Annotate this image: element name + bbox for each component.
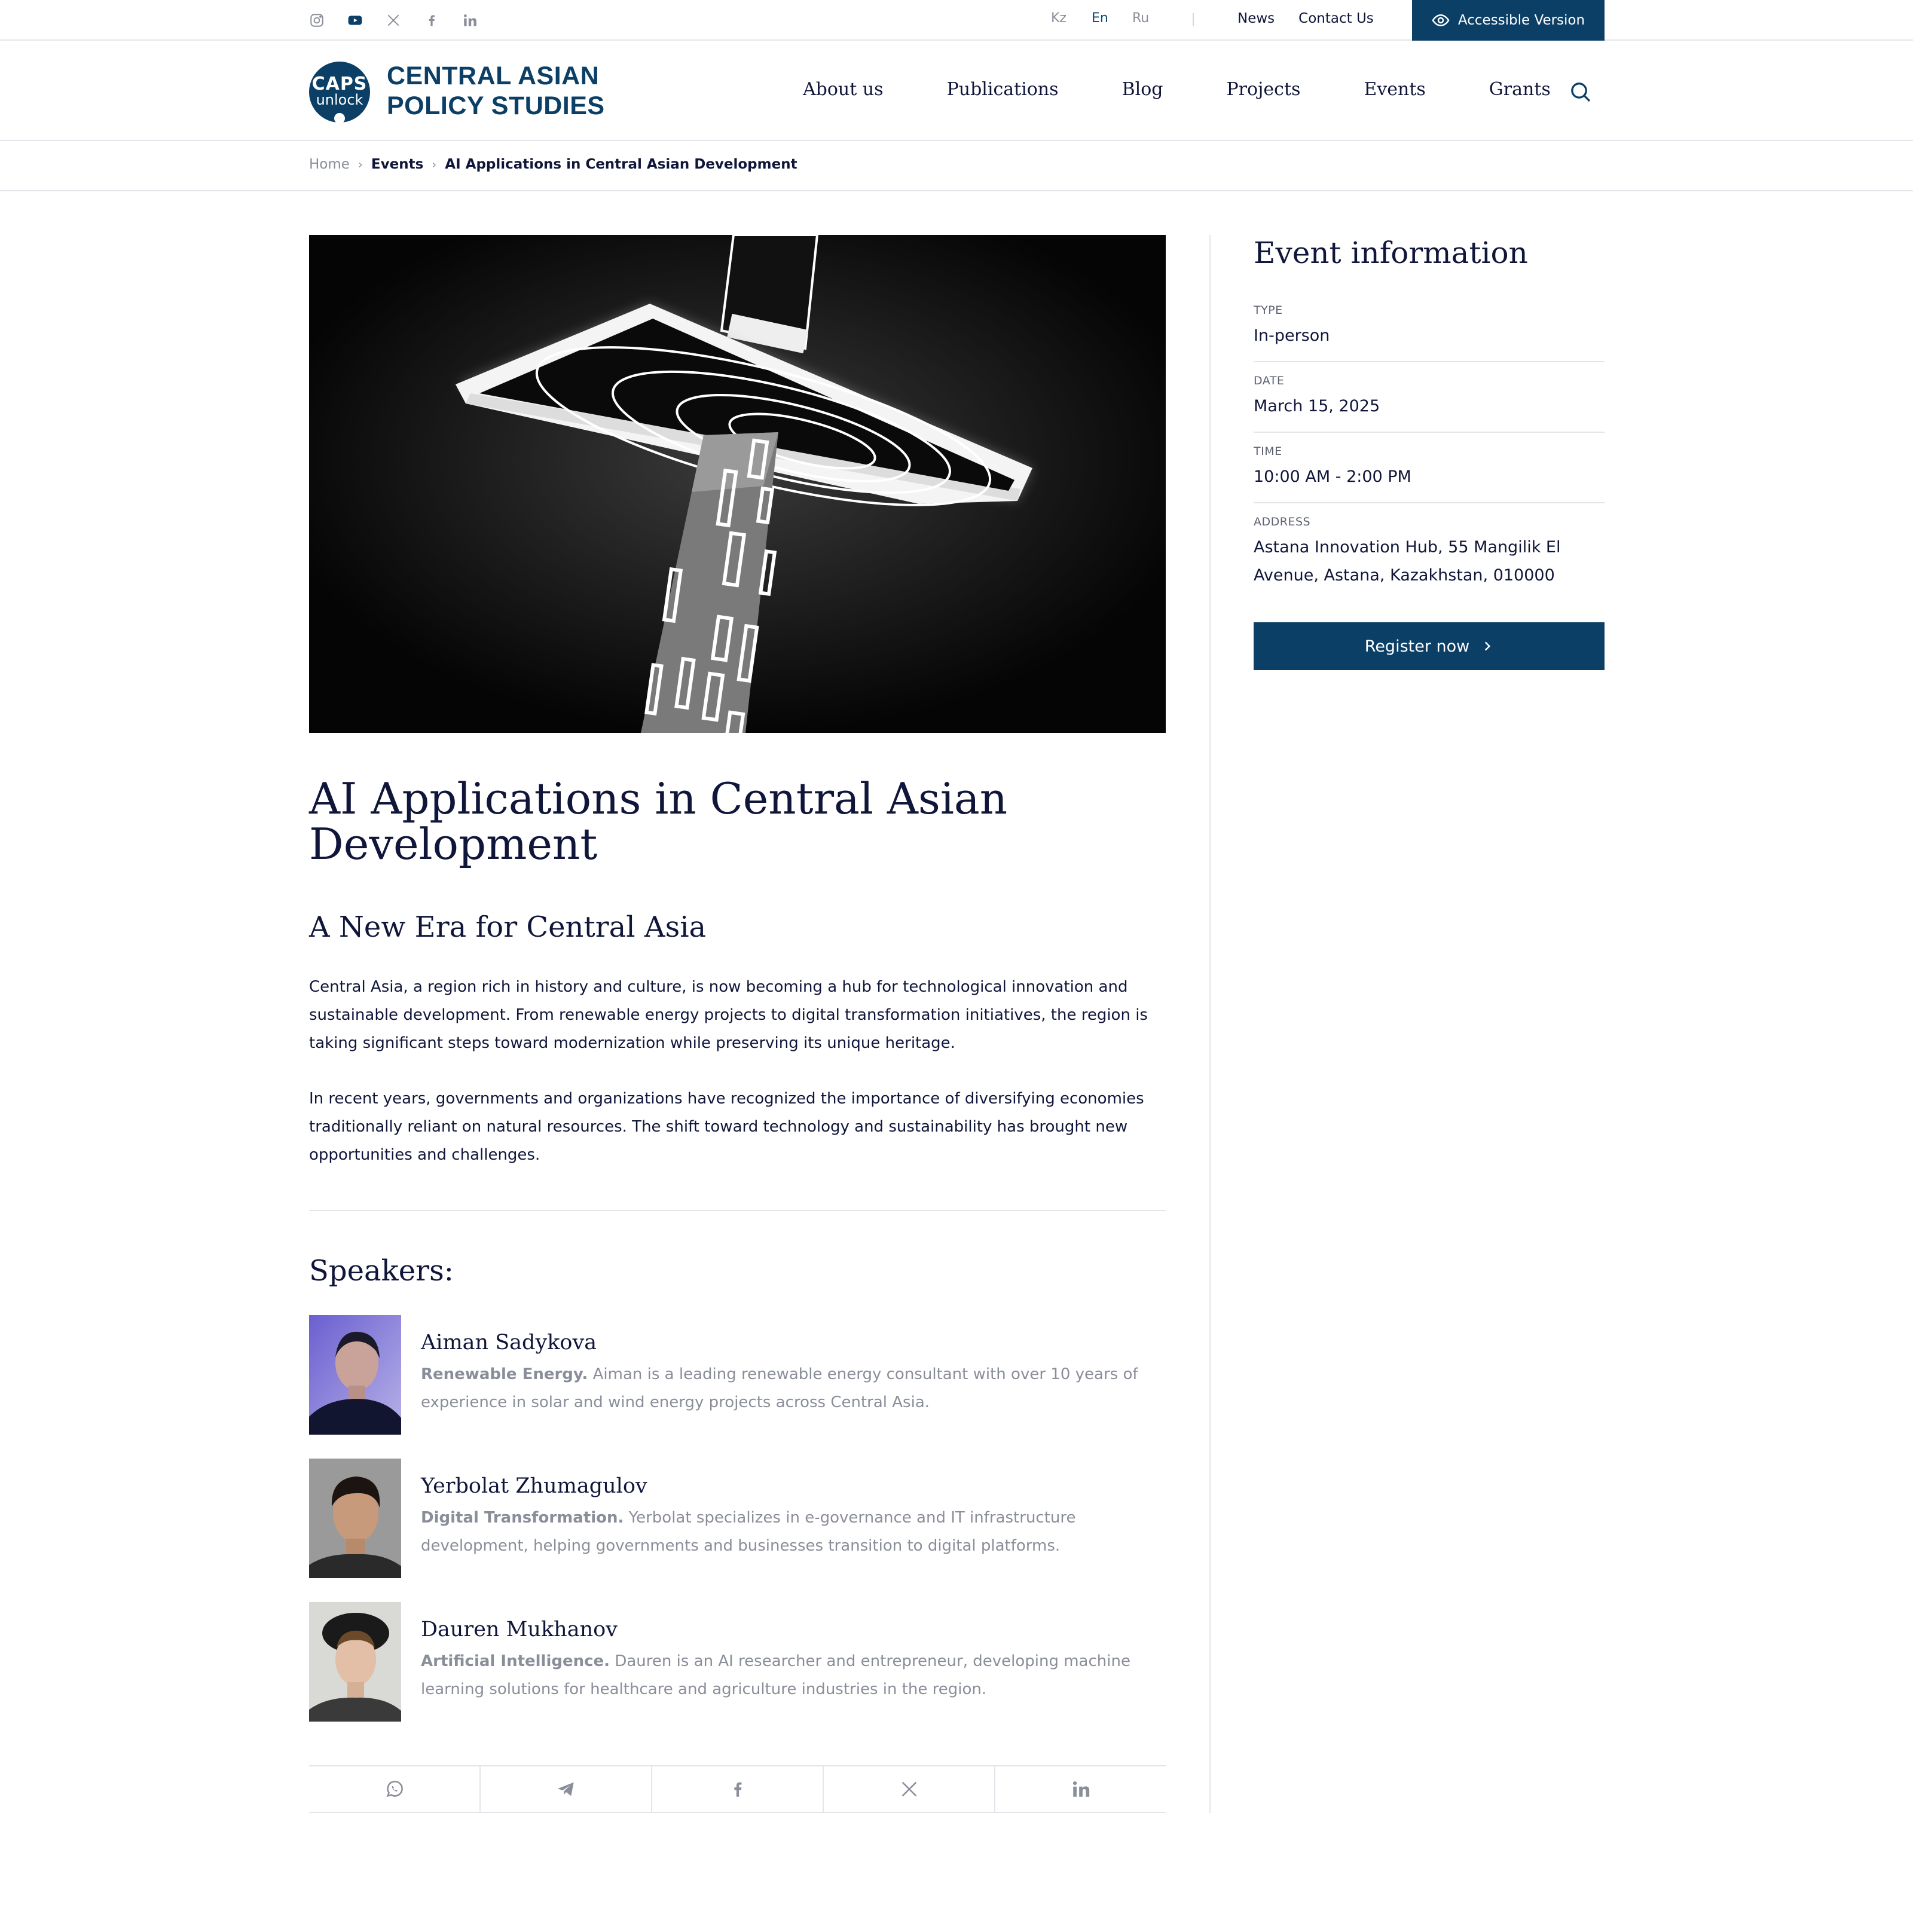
register-label: Register now xyxy=(1364,637,1470,656)
telegram-icon xyxy=(556,1779,576,1799)
paragraph-2: In recent years, governments and organizations have recognized the importance of diversifying economies traditionally reliant on natural resources. The shift toward technology and sustainability has brought new opportunities and challenges. xyxy=(309,1090,1144,1164)
chevron-right-icon: › xyxy=(357,157,363,172)
share-facebook-button[interactable] xyxy=(652,1766,824,1812)
info-label: TIME xyxy=(1254,445,1282,458)
logo-caps: CAPS xyxy=(311,74,368,94)
nav-events[interactable]: Events xyxy=(1364,79,1426,100)
facebook-icon[interactable] xyxy=(424,10,462,31)
nav-blog[interactable]: Blog xyxy=(1121,79,1163,100)
share-whatsapp-button[interactable] xyxy=(309,1766,481,1812)
speaker-card xyxy=(309,1602,1166,1722)
contact-link[interactable]: Contact Us xyxy=(1298,11,1374,26)
linkedin-icon xyxy=(1071,1779,1091,1799)
event-info-type xyxy=(1254,304,1605,362)
register-button[interactable] xyxy=(1254,622,1605,670)
speaker-name: Aiman Sadykova xyxy=(421,1331,597,1355)
speaker-field: Renewable Energy. xyxy=(421,1365,588,1383)
share-bar xyxy=(309,1765,1166,1813)
info-value: March 15, 2025 xyxy=(1254,397,1380,415)
speaker-name: Dauren Mukhanov xyxy=(421,1618,618,1641)
speaker-field: Digital Transformation. xyxy=(421,1509,624,1527)
lang-en[interactable]: En xyxy=(1092,11,1108,26)
speakers-heading: Speakers: xyxy=(309,1254,454,1288)
speaker-field: Artificial Intelligence. xyxy=(421,1652,610,1670)
share-telegram-button[interactable] xyxy=(481,1766,652,1812)
share-linkedin-button[interactable] xyxy=(995,1766,1166,1812)
logo-line-2: POLICY STUDIES xyxy=(387,91,605,120)
nav-about[interactable]: About us xyxy=(803,79,884,100)
site-header xyxy=(0,41,1913,141)
speaker-bio xyxy=(421,1647,1166,1704)
breadcrumb xyxy=(309,157,797,172)
info-value: 10:00 AM - 2:00 PM xyxy=(1254,467,1411,486)
event-info-time xyxy=(1254,445,1605,503)
top-links xyxy=(1237,11,1374,26)
logo-unlock: unlock xyxy=(316,91,363,108)
section-subtitle: A New Era for Central Asia xyxy=(309,910,707,944)
speaker-card xyxy=(309,1459,1166,1578)
breadcrumb-home[interactable]: Home xyxy=(309,157,350,172)
speaker-card xyxy=(309,1315,1166,1435)
breadcrumb-events[interactable]: Events xyxy=(371,157,424,172)
x-icon xyxy=(899,1779,919,1799)
info-label: TYPE xyxy=(1254,304,1283,317)
search-icon[interactable] xyxy=(1569,80,1593,104)
main-nav xyxy=(803,79,1551,100)
speaker-bio-text: Aiman is a leading renewable energy consultant with over 10 years of experience in solar and wind energy projects across Central Asia. xyxy=(421,1365,1138,1411)
event-info-address xyxy=(1254,515,1605,599)
logo-wordmark[interactable] xyxy=(387,61,605,121)
logo-line-1: CENTRAL ASIAN xyxy=(387,62,600,90)
logo[interactable] xyxy=(309,62,370,123)
social-links xyxy=(309,10,500,31)
event-info-heading: Event information xyxy=(1254,236,1528,270)
divider xyxy=(1193,13,1194,26)
info-value: In-person xyxy=(1254,326,1330,345)
accessible-version-label: Accessible Version xyxy=(1457,13,1585,28)
event-hero-image xyxy=(309,235,1166,733)
news-link[interactable]: News xyxy=(1237,11,1275,26)
speaker-bio xyxy=(421,1504,1166,1560)
speaker-bio-text: Yerbolat specializes in e-governance and IT infrastructure development, helping governments and businesses transition to digital platforms. xyxy=(421,1509,1076,1555)
logo-dot xyxy=(334,113,345,124)
sidebar-divider xyxy=(1209,235,1211,1813)
nav-grants[interactable]: Grants xyxy=(1489,79,1551,100)
eye-icon xyxy=(1432,11,1450,29)
youtube-icon[interactable] xyxy=(347,10,386,31)
chevron-right-icon: › xyxy=(432,157,437,172)
speaker-photo xyxy=(309,1459,401,1578)
speaker-photo xyxy=(309,1315,401,1435)
x-icon[interactable] xyxy=(386,10,424,31)
lang-ru[interactable]: Ru xyxy=(1132,11,1150,26)
top-utility-bar xyxy=(0,0,1913,41)
info-label: DATE xyxy=(1254,374,1285,387)
event-title: AI Applications in Central Asian Development xyxy=(309,774,1008,869)
facebook-icon xyxy=(728,1779,748,1799)
whatsapp-icon xyxy=(384,1779,405,1799)
info-value: Astana Innovation Hub, 55 Mangilik El Avenue, Astana, Kazakhstan, 010000 xyxy=(1254,538,1561,585)
speaker-bio-text: Dauren is an AI researcher and entrepreneur, developing machine learning solutions for healthcare and agriculture industries in the region. xyxy=(421,1652,1130,1698)
speaker-bio xyxy=(421,1361,1166,1417)
chevron-right-icon xyxy=(1481,640,1493,652)
share-x-button[interactable] xyxy=(824,1766,995,1812)
lang-kz[interactable]: Kz xyxy=(1051,11,1066,26)
linkedin-icon[interactable] xyxy=(462,10,500,31)
nav-projects[interactable]: Projects xyxy=(1226,79,1301,100)
breadcrumb-bar xyxy=(0,141,1913,191)
event-info-date xyxy=(1254,374,1605,433)
speaker-name: Yerbolat Zhumagulov xyxy=(421,1474,647,1498)
content-divider xyxy=(309,1210,1166,1211)
accessible-version-button[interactable] xyxy=(1412,0,1605,41)
nav-publications[interactable]: Publications xyxy=(946,79,1059,100)
speaker-photo xyxy=(309,1602,401,1722)
breadcrumb-current: AI Applications in Central Asian Development xyxy=(445,157,797,172)
paragraph-1: Central Asia, a region rich in history and culture, is now becoming a hub for technological innovation and sustainable development. From renewable energy projects to digital transformation initiatives, the region is taking significant steps toward modernization while preserving its unique heritage. xyxy=(309,978,1148,1052)
language-switcher xyxy=(1051,11,1173,26)
instagram-icon[interactable] xyxy=(309,10,347,31)
info-label: ADDRESS xyxy=(1254,515,1311,528)
